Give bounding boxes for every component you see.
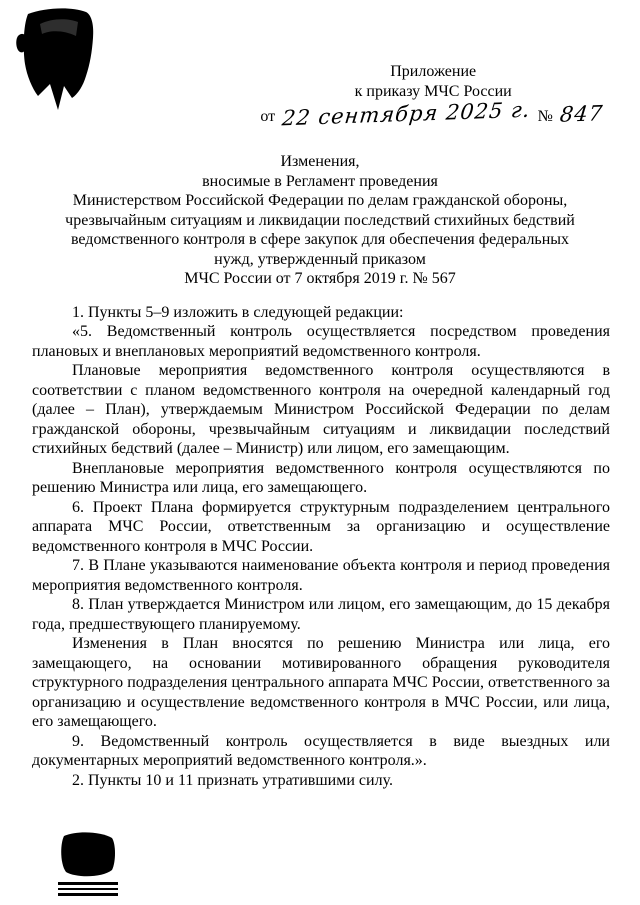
paragraph: 8. План утверждается Министром или лицом, его замещающим, до 15 декабря года, предшествующего планируемому. xyxy=(32,596,610,633)
mchs-emblem-icon xyxy=(10,6,104,118)
annex-block xyxy=(260,62,606,131)
stamp-barcode-icon xyxy=(56,832,120,898)
paragraph: 7. В Плане указываются наименование объекта контроля и период проведения мероприятия ведомственного контроля. xyxy=(32,557,610,594)
title-line: чрезвычайным ситуациям и ликвидации последствий стихийных бедствий xyxy=(65,211,575,229)
paragraph: Внеплановые мероприятия ведомственного контроля осуществляются по решению Министра или лица, его замещающего. xyxy=(32,459,610,496)
annex-line-1: Приложение xyxy=(390,63,477,80)
paragraph: Изменения в План вносятся по решению Министра или лица, его замещающего, на основании мотивированного обращения руководителя структурного подразделения центрального аппарата МЧС России, ответственного за организацию и осуществление ведомственного контроля в МЧС России, или лица, его замещающего. xyxy=(32,635,610,730)
number-sign: № xyxy=(537,108,553,125)
title-line: ведомственного контроля в сфере закупок для обеспечения федеральных xyxy=(70,231,570,248)
annex-line-2: к приказу МЧС России xyxy=(354,83,512,100)
document-title xyxy=(32,152,608,289)
paragraph: Плановые мероприятия ведомственного контроля осуществляются в соответствии с планом ведомственного контроля на очередной календарный год (далее – План), утверждаемым Министром Российской Федерации по делам гражданской обороны, чрезвычайным ситуациям и ликвидации последствий стихийных бедствий (далее – Министр) или лицом, его замещающим. xyxy=(32,362,610,457)
from-label: от xyxy=(260,108,276,125)
annex-date-line xyxy=(260,97,606,131)
title-line: Министерством Российской Федерации по делам гражданской обороны, xyxy=(72,192,568,209)
handwritten-number: 847 xyxy=(558,101,605,127)
title-line: нужд, утвержденный приказом xyxy=(214,250,426,268)
title-line: Изменения, xyxy=(280,153,360,170)
paragraph: 2. Пункты 10 и 11 признать утратившими силу. xyxy=(72,771,393,789)
handwritten-date: 22 сентября 2025 г. xyxy=(280,97,532,131)
title-line: МЧС России от 7 октября 2019 г. № 567 xyxy=(184,270,456,287)
paragraph: 6. Проект Плана формируется структурным подразделением центрального аппарата МЧС России, ответственным за организацию и осуществление ведомственного контроля в МЧС России. xyxy=(32,498,610,555)
paragraph: 9. Ведомственный контроль осуществляется в виде выездных или документарных мероприятий ведомственного контроля.». xyxy=(32,732,610,769)
document-body xyxy=(32,303,610,791)
paragraph: «5. Ведомственный контроль осуществляется посредством проведения плановых и внеплановых мероприятий ведомственного контроля. xyxy=(32,323,610,360)
title-line: вносимые в Регламент проведения xyxy=(202,172,438,190)
paragraph: 1. Пункты 5–9 изложить в следующей редакции: xyxy=(72,303,404,321)
